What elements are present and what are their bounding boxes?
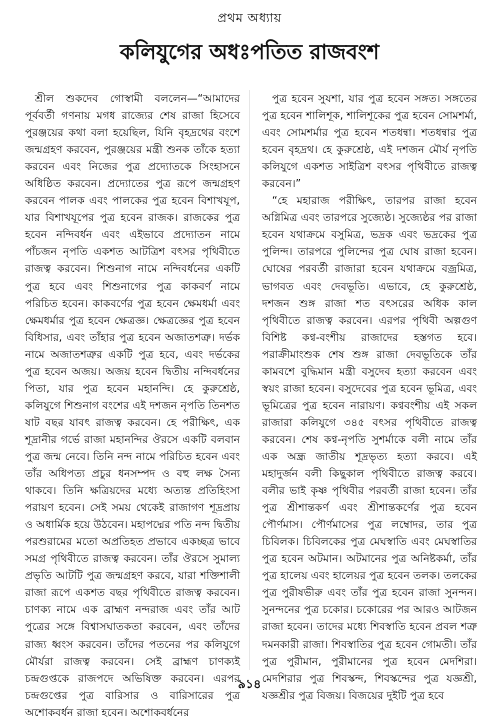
paragraph: “হে মহারাজ পরীক্ষিৎ, তারপর রাজা হবেন অগ্নিমিত্র এবং তারপরে সুজ্যেষ্ঠ। সুজ্যেষ্ঠর পর রাজা হবেন যথাক্রমে বসুমিত্র, ভদ্রক এবং ভদ্রকের পুত্র পুলিন্দ। তারপরে পুলিন্দের পুত্র ঘোষ রাজা হবেন। ঘোষের পরবর্তী রাজারা হবেন যথাক্রমে বজ্রমিত্র, ভাগবত এবং দেবভূতি। এভাবে, হে কুরুশ্রেষ্ঠ, দশজন শুঙ্গ রাজা শত বৎসরের অধিক কাল পৃথিবীতে রাজত্ব করবেন। এরপর পৃথিবী অল্পগুণ বিশিষ্ট কণ্ব-বংশীয় রাজাদের হস্তগত হবে। পরাক্রীমাংশুক শেষ শুঙ্গ রাজা দেবভূতিকে তাঁর কামবশে বুদ্ধিমান মন্ত্রী বসুদেব হত্যা করবেন এবং স্বয়ং রাজা হবেন। বসুদেবের পুত্র হবেন ভূমিত্র, এবং ভূমিত্রের পুত্র হবেন নারায়ণ। কণ্ববংশীয় এই সকল রাজারা কলিযুগে ৩৪৫ বৎসর পৃথিবীতে রাজত্ব করবেন। শেষ কণ্ব-নৃপতি সুশর্মাকে বলী নামে তাঁর এক অন্ধ্র জাতীয় শূদ্রভৃত্য হত্যা করবে। এই মহাদুর্জন বলী কিছুকাল পৃথিবীতে রাজত্ব করবে। বলীর ভাই কৃষ্ণ পৃথিবীর পরবর্তী রাজা হবেন। তাঁর পুত্র শ্রীশান্তকর্ণ এবং শ্রীশান্তকর্ণের পুত্র হবেন পৌর্ণমাস। পৌর্ণমাসের পুত্র লম্বোদর, তার পুত্র চিবিলক। চিবিলকের পুত্র মেঘস্বাতি এবং মেঘস্বাতির পুত্র হবেন অটমান। অটমানের পুত্র অনিষ্টকর্মা, তাঁর পুত্র হালেয় এবং হালেয়র পুত্র হবেন তলক। তলকের পুত্র পুরীষভীরু এবং তাঁর পুত্র হবেন রাজা সুনন্দন। সুনন্দনের পুত্র চকোর। চকোরের পর আরও আটজন রাজা হবেন। তাদের মধ্যে শিবস্বাতি হবেন প্রবল শত্রু দমনকারী রাজা। শিবস্বাতির পুত্র হবেন গোমতী। তাঁর পুত্র পুরীমান, পুরীমানের পুত্র হবেন মেদশিরা। মেদশিরার পুত্র শিবস্কন্দ, শিবস্কন্দের পুত্র যজ্ঞশ্রী, যজ্ঞশ্রীর পুত্র বিজয়। বিজয়ের দুইটি পুত্র হবে [262, 195, 477, 702]
right-column [262, 91, 477, 702]
paragraph: শ্রীল শুকদেব গোস্বামী বললেন—“আমাদের পূর্ববর্তী গণনায় মগধ রাজ্যের শেষ রাজা হিসেবে পুরঞ্জয়ের কথা বলা হয়েছিল, যিনি বৃহদ্রথের বংশে জন্মগ্রহণ করবেন, পুরঞ্জয়ের মন্ত্রী শুনক তাঁকে হত্যা করবেন এবং নিজের পুত্র প্রদ্যোতকে সিংহাসনে অধিষ্ঠিত করবেন। প্রদ্যোতের পুত্র রূপে জন্মগ্রহণ করবেন পালক এবং পালকের পুত্র হবেন বিশাখযূপ, যার বিশাখযূপের পুত্র হবেন রাজক। রাজকের পুত্র হবেন নন্দিবর্ধন এবং এইভাবে প্রদ্যোতন নামে পাঁচজন নৃপতি একশত আটত্রিশ বৎসর পৃথিবীতে রাজত্ব করবেন। শিশুনাগ নামে নন্দিবর্ধনের একটি পুত্র হবে এবং শিশুনাগের পুত্র কাকবর্ণ নামে পরিচিত হবেন। কাকবর্ণের পুত্র হবেন ক্ষেমধর্মা এবং ক্ষেমধর্মার পুত্র হবেন ক্ষেত্রজ্ঞ। ক্ষেত্রজ্ঞের পুত্র হবেন বিধিসার, এবং তাঁহার পুত্র হবেন অজাতশত্রু। দর্ভক নামে অজাতশত্রুর একটি পুত্র হবে, এবং দর্ভকের পুত্র হবেন অজয়। অজয় হবেন দ্বিতীয় নন্দিবর্ধনের পিতা, যার পুত্র হবেন মহানন্দি। হে কুরুশ্রেষ্ঠ, কলিযুগে শিশুনাগ বংশের এই দশজন নৃপতি তিনশত ষাট বছর যাবৎ রাজত্ব করবেন। হে পরীক্ষিৎ, এক শূদ্রানীর গর্ভে রাজা মহানন্দির ঔরসে একটি বলবান পুত্র জন্ম নেবে। তিনি নন্দ নামে পরিচিত হবেন এবং তাঁর অধিপত্য প্রচুর ধনসম্পদ ও বহু লক্ষ সৈন্য থাকবে। তিনি ক্ষত্রিয়দের মধ্যে অত্যন্ত প্রতিহিংসা পরায়ণ হবেন। সেই সময় থেকেই রাজাগণ শূদ্রপ্রায় ও অধার্মিক হয়ে উঠবেন। মহাপদ্মের পতি নন্দ দ্বিতীয় পরশুরামের মতো অপ্রতিহত প্রভাবে একচ্ছত্র ভাবে সমগ্র পৃথিবীতে রাজত্ব করবেন। তাঁর ঔরসে সুমাল্য প্রভৃতি আটটি পুত্র জন্মগ্রহণ করবে, যারা শক্তিশালী রাজা রূপে একশত বছর পৃথিবীতে রাজত্ব করবেন। চাণক্য নামে এক ব্রাহ্মণ নন্দরাজ এবং তাঁর আট পুত্রের সঙ্গে বিশ্বাসঘাতকতা করবেন, এবং তাঁদের রাজ্য ধ্বংস করবেন। তাঁদের পতনের পর কলিযুগে মৌর্যরা রাজত্ব করবেন। সেই ব্রাহ্মণ চাণক্যই চন্দ্রগুপ্তকে রাজপদে অভিষিক্ত করবেন। এরপর চন্দ্রগুপ্তের পুত্র বারিসার ও বারিসারের পুত্র অশোকবর্ধন রাজা হবেন। অশোকবর্ধনের [25, 93, 240, 719]
column-divider [249, 90, 250, 670]
chapter-heading: প্রথম অধ্যায় [217, 10, 282, 25]
left-column [25, 91, 240, 719]
paragraph: পুত্র হবেন সুযশা, যার পুত্র হবেন সঙ্গত। সঙ্গতের পুত্র হবেন শালিশূক, শালিশূকের পুত্র হবেন সোমশর্মা, এবং সোমশর্মার পুত্র হবেন শতধন্বা। শতধন্বার পুত্র হবেন বৃহদ্রথ। হে কুরুশ্রেষ্ঠ, এই দশজন মৌর্য নৃপতি কলিযুগে একশত সাইত্রিশ বৎসর পৃথিবীতে রাজত্ব করবেন।” [262, 93, 477, 191]
page-number: ৯১৪ [237, 677, 262, 691]
page-title: কলিযুগের অধঃপতিত রাজবংশ [119, 40, 380, 64]
